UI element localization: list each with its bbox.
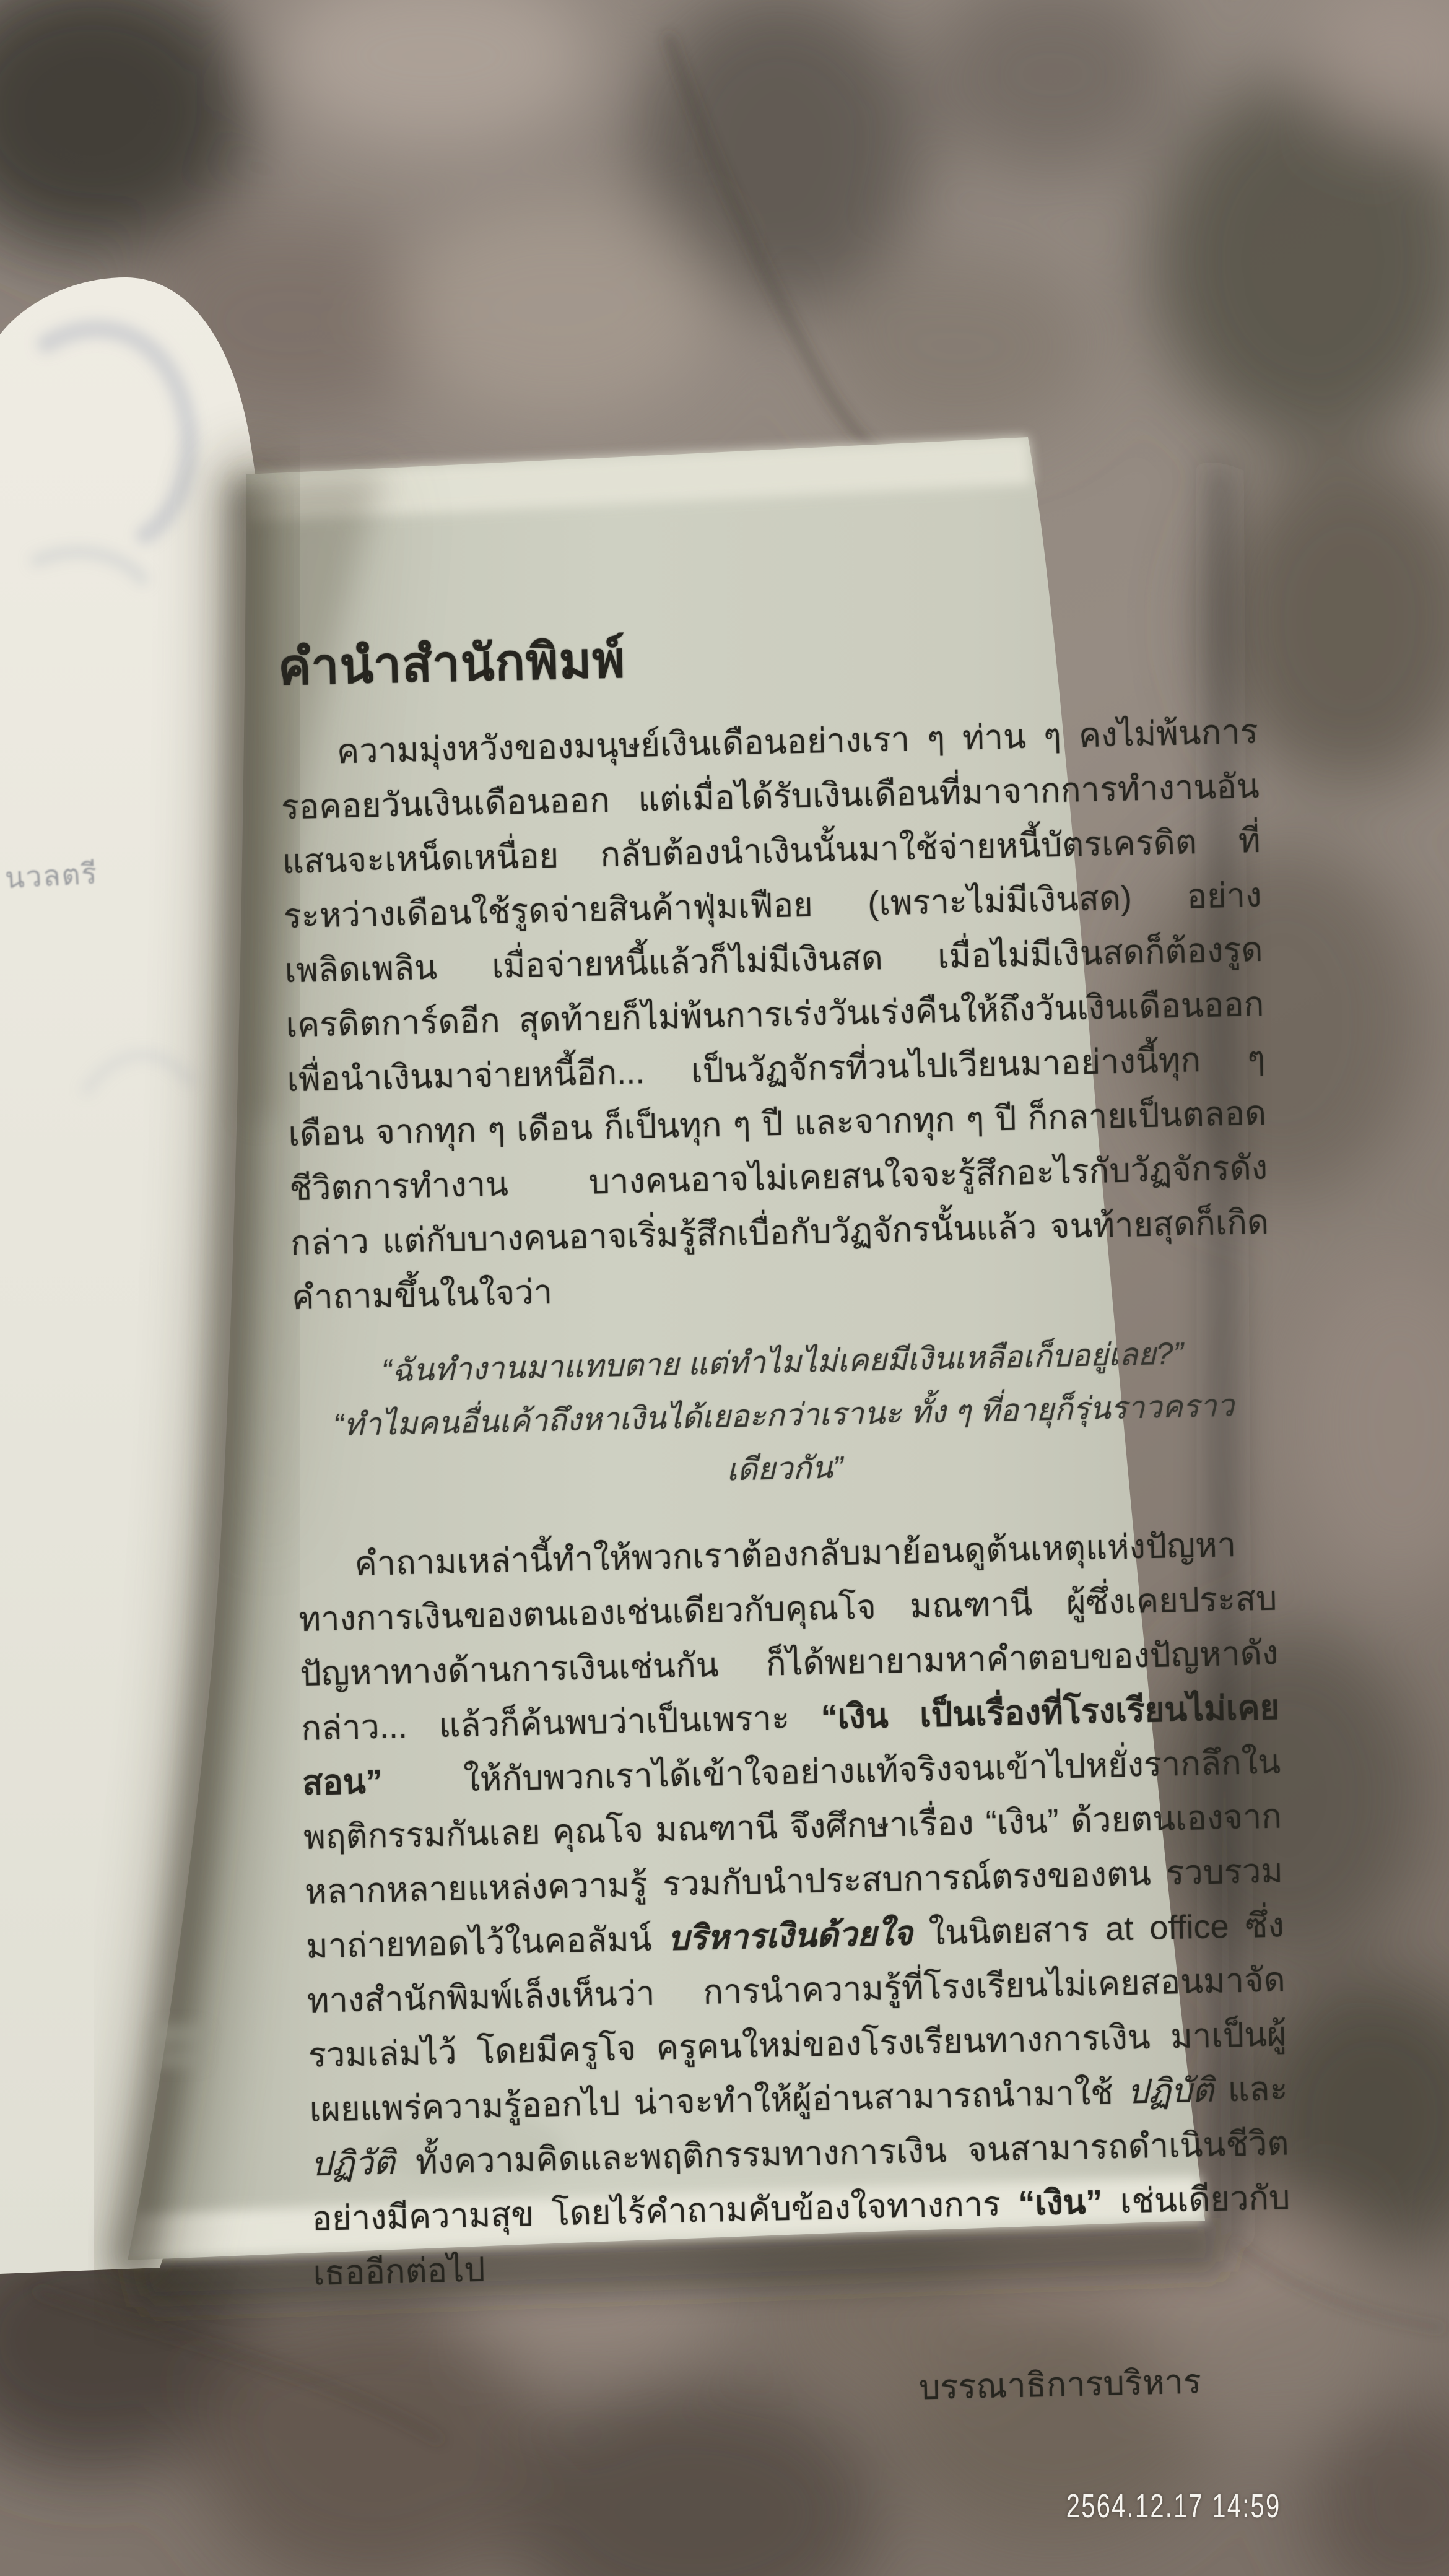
page-text-block: [277, 617, 1295, 2429]
prev-page-edge-text: นวลตรี: [4, 857, 99, 894]
page-title: คำนำสำนักพิมพ์: [277, 632, 626, 695]
camera-timestamp: 2564.12.17 14:59: [1066, 2487, 1281, 2525]
paragraph-2: คำถามเหล่านี้ทำให้พวกเราต้องกลับมาย้อนดูต้นเหตุแห่งปัญหาทางการเงินของตนเองเช่นเดียวกับคุณโจ มณฑานี ผู้ซึ่งเคยประสบปัญหาทางด้านการเงินเช่นกัน ก็ได้พยายามหาคำตอบของปัญหาดังกล่าว... แล้วก็ค้นพบว่าเป็นเพราะ “เงิน เป็นเรื่องที่โรงเรียนไม่เคยสอน” ให้กับพวกเราได้เข้าใจอย่างแท้จริงจนเข้าไปหยั่งรากลึกในพฤติกรรมกันเลย คุณโจ มณฑานี จึงศึกษาเรื่อง “เงิน” ด้วยตนเองจากหลากหลายแหล่งความรู้ รวมกับนำประสบการณ์ตรงของตน รวบรวมมาถ่ายทอดไว้ในคอลัมน์ บริหารเงินด้วยใจ ในนิตยสาร at office ซึ่งทางสำนักพิมพ์เล็งเห็นว่า การนำความรู้ที่โรงเรียนไม่เคยสอนมาจัดรวมเล่มไว้ โดยมีครูโจ ครูคนใหม่ของโรงเรียนทางการเงิน มาเป็นผู้เผยแพร่ความรู้ออกไป น่าจะทำให้ผู้อ่านสามารถนำมาใช้ ปฏิบัติ และ ปฏิวัติ ทั้งความคิดและพฤติกรรมทางการเงิน จนสามารถดำเนินชีวิตอย่างมีความสุข โดยไร้คำถามคับข้องใจทางการ “เงิน” เช่นเดียวกับเธออีกต่อไป: [298, 1526, 1290, 2292]
quote-line-2: “ทำไมคนอื่นเค้าถึงหาเงินได้เยอะกว่าเรานะ ทั้ง ๆ ที่อายุก็รุ่นราวคราวเดียวกัน”: [333, 1388, 1235, 1487]
editor-signature: บรรณาธิการบริหาร: [918, 2363, 1202, 2407]
quote-line-1: “ฉันทำงานมาแทบตาย แต่ทำไมไม่เคยมีเงินเหลือเก็บอยู่เลย?”: [381, 1336, 1184, 1388]
paragraph-1: ความมุ่งหวังของมนุษย์เงินเดือนอย่างเรา ๆ ท่าน ๆ คงไม่พ้นการรอคอยวันเงินเดือนออก แต่เมื่อได้รับเงินเดือนที่มาจากการทำงานอันแสนจะเหน็ดเหนื่อย กลับต้องนำเงินนั้นมาใช้จ่ายหนี้บัตรเครดิต ที่ระหว่างเดือนใช้รูดจ่ายสินค้าฟุ่มเฟือย (เพราะไม่มีเงินสด) อย่างเพลิดเพลิน เมื่อจ่ายหนี้แล้วก็ไม่มีเงินสด เมื่อไม่มีเงินสดก็ต้องรูดเครดิตการ์ดอีก สุดท้ายก็ไม่พ้นการเร่งวันเร่งคืนให้ถึงวันเงินเดือนออกเพื่อนำเงินมาจ่ายหนี้อีก... เป็นวัฏจักรที่วนไปเวียนมาอย่างนี้ทุก ๆ เดือน จากทุก ๆ เดือน ก็เป็นทุก ๆ ปี และจากทุก ๆ ปี ก็กลายเป็นตลอดชีวิตการทำงาน บางคนอาจไม่เคยสนใจจะรู้สึกอะไรกับวัฏจักรดังกล่าว แต่กับบางคนอาจเริ่มรู้สึกเบื่อกับวัฏจักรนั้นแล้ว จนท้ายสุดก็เกิดคำถามขึ้นในใจว่า: [281, 713, 1269, 1316]
